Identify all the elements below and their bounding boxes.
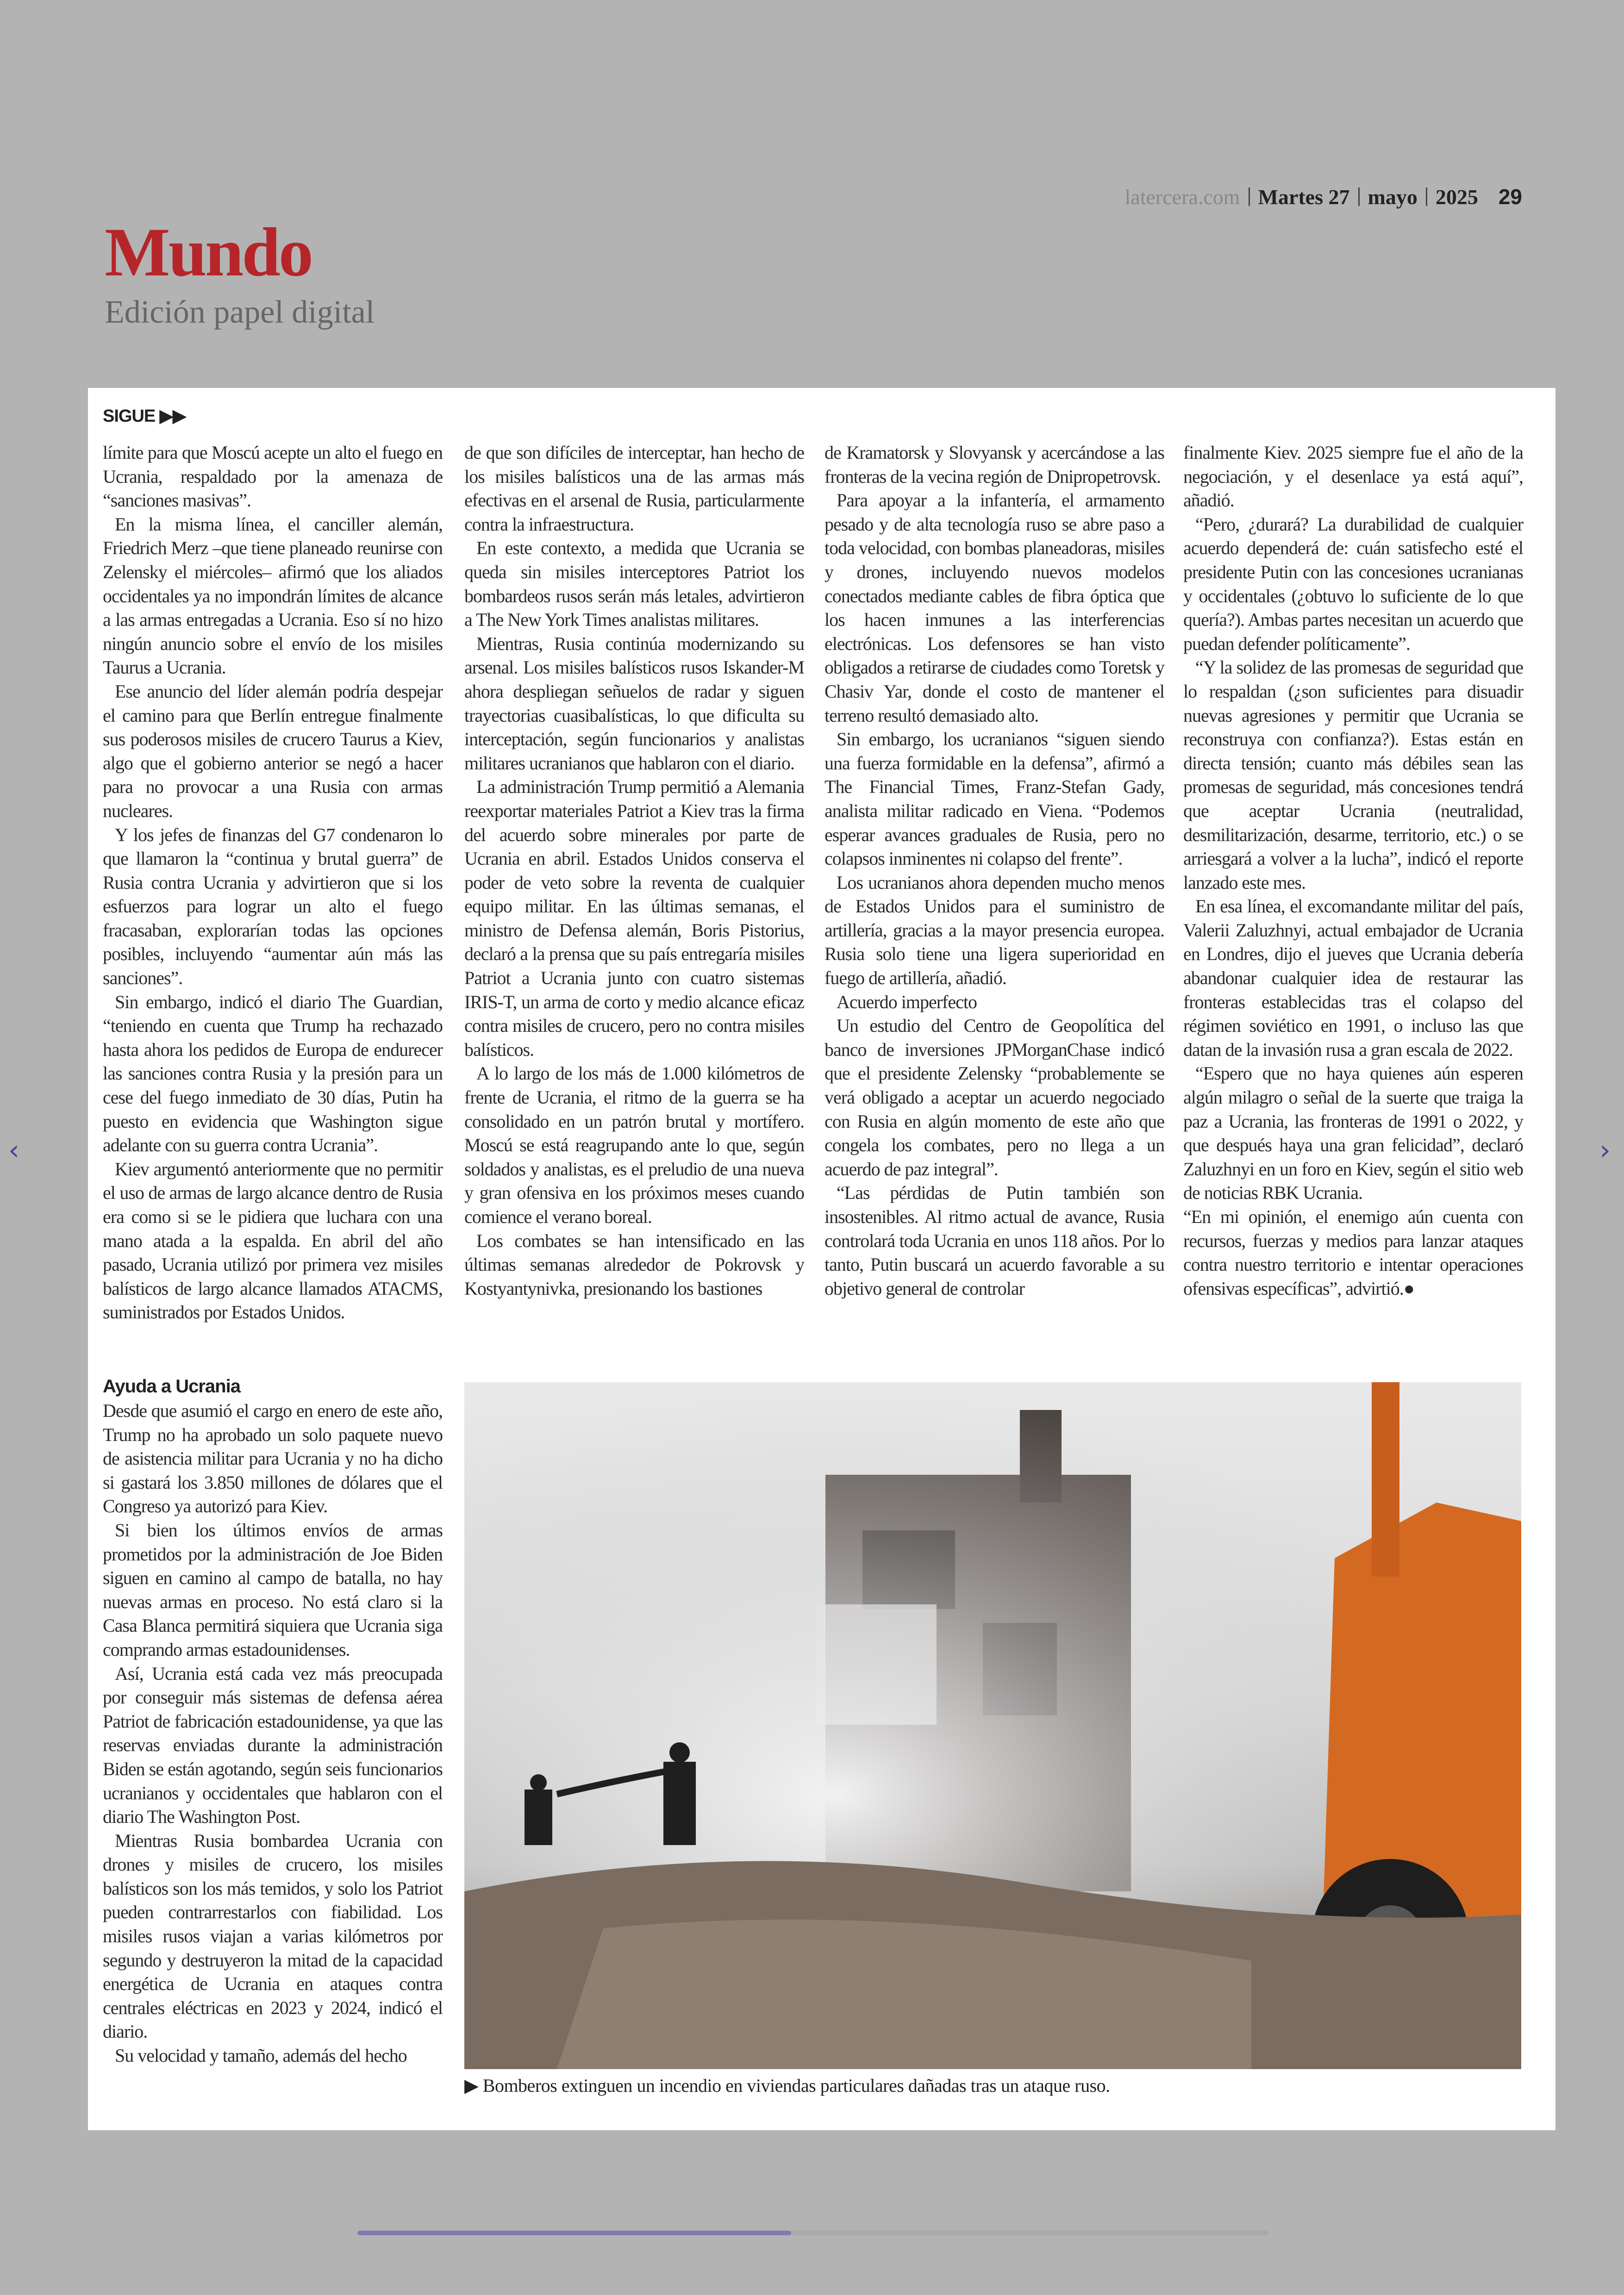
divider — [1358, 187, 1360, 206]
article-paragraph: Los combates se han intensificado en las últimas semanas alrededor de Pokrovsk y Kostyantynivka, presionando los bastiones — [464, 1230, 804, 1299]
article-paragraph: La administración Trump permitió a Alemania reexportar materiales Patriot a Kiev tras la firma del acuerdo sobre minerales por parte de Ucrania en abril. Estados Unidos conserva el poder de veto sobre la reventa de cualquier equipo militar. En las últimas semanas, el ministro de Defensa alemán, Boris Pistorius, declaró a la prensa que su país entregaría misiles Patriot a Ucrania junto con cuatro sistemas IRIS-T, un arma de corto y medio alcance eficaz contra misiles de crucero, pero no contra misiles balísticos. — [464, 776, 804, 1060]
site-name: latercera.com — [1124, 185, 1240, 209]
article-paragraph: Y los jefes de finanzas del G7 condenaron lo que llamaron la “continua y brutal guerra” de Rusia contra Ucrania y advirtieron que si los esfuerzos para lograr un alto el fuego fracasaban, explorarían todas las opciones posibles, incluyendo “aumentar aún más las sanciones”. — [103, 824, 443, 989]
article-paragraph: de que son difíciles de interceptar, han hecho de los misiles balísticos una de las armas más efectivas en el arsenal de Rusia, particularmente contra la infraestructura. — [464, 442, 804, 535]
article-paragraph: Para apoyar a la infantería, el armamento pesado y de alta tecnología ruso se abre paso a toda velocidad, con bombas planeadoras, misiles y drones, incluyendo nuevos modelos conectados mediante cables de fibra óptica que los hacen inmunes a las interferencias electrónicas. Los defensores se han visto obligados a retirarse de ciudades como Toretsk y Chasiv Yar, donde el costo de mantener el terreno resultó demasiado alto. — [824, 490, 1164, 726]
article-paragraph: A lo largo de los más de 1.000 kilómetros de frente de Ucrania, el ritmo de la guerra se ha consolidado en un patrón brutal y mortífero. Moscú se está reagrupando ante lo que, según soldados y analistas, es el preludio de una nueva y gran ofensiva en los próximos meses cuando comience el verano boreal. — [464, 1063, 804, 1227]
article-paragraph: Sin embargo, los ucranianos “siguen siendo una fuerza formidable en la defensa”, afirmó a The Financial Times, Franz-Stefan Gady, analista militar radicado en Viena. “Podemos esperar avances graduales de Rusia, pero no colapsos inminentes ni colapso del frente”. — [824, 729, 1164, 869]
article-column-1 — [103, 441, 443, 1324]
article-paragraph: En este contexto, a medida que Ucrania se queda sin misiles interceptores Patriot los bombardeos rusos serán más letales, advirtieron a The New York Times analistas militares. — [464, 537, 804, 630]
article-paragraph: Los ucranianos ahora dependen mucho menos de Estados Unidos para el suministro de artillería, gracias a la mayor presencia europea. Rusia solo tiene una ligera superioridad en fuego de artillería, añadió. — [824, 872, 1164, 989]
article-column-4 — [1183, 441, 1523, 1300]
divider — [1426, 187, 1427, 206]
date-month: mayo — [1368, 185, 1418, 209]
date-day: Martes 27 — [1258, 185, 1350, 209]
article-paragraph: “Las pérdidas de Putin también son insostenibles. Al ritmo actual de avance, Rusia controlará toda Ucrania en unos 118 años. Por lo tanto, Putin buscará un acuerdo favorable a su objetivo general de controlar — [824, 1182, 1164, 1299]
article-paragraph: finalmente Kiev. 2025 siempre fue el año de la negociación, y el desenlace ya está aquí”, añadió. — [1183, 442, 1523, 511]
article-paragraph: Sin embargo, indicó el diario The Guardian, “teniendo en cuenta que Trump ha rechazado hasta ahora los pedidos de Europa de endurecer las sanciones contra Rusia y la presión para un cese del fuego inmediato de 30 días, Putin ha puesto en evidencia que Washington sigue adelante con su guerra contra Ucrania”. — [103, 991, 443, 1156]
article-column-2 — [464, 441, 804, 1300]
article-paragraph: En la misma línea, el canciller alemán, Friedrich Merz –que tiene planeado reunirse con Zelensky el miércoles– afirmó que los aliados occidentales ya no impondrán límites de alcance a las armas entregadas a Ucrania. Eso sí no hizo ningún anuncio sobre el envío de los misiles Taurus a Ucrania. — [103, 513, 443, 678]
page-progress-fill — [357, 2231, 791, 2235]
chevron-left-icon[interactable]: ‹ — [8, 1134, 19, 1166]
article-paragraph: Desde que asumió el cargo en enero de este año, Trump no ha aprobado un solo paquete nuevo de asistencia militar para Ucrania y no ha dicho si gastará los 3.850 millones de dólares que el Congreso ya autorizó para Kiev. — [103, 1400, 443, 1517]
article-paragraph: Un estudio del Centro de Geopolítica del banco de inversiones JPMorganChase indicó que el presidente Zelensky “probablemente se verá obligado a aceptar un acuerdo negociado con Rusia en algún momento de este año que congela los combates, pero no llega a un acuerdo de paz integral”. — [824, 1015, 1164, 1179]
article-paragraph: límite para que Moscú acepte un alto el fuego en Ucrania, respaldado por la amenaza de “sanciones masivas”. — [103, 442, 443, 511]
page-header — [1125, 184, 1522, 209]
caption-marker-icon: ▶ — [464, 2075, 479, 2096]
chevron-right-icon[interactable]: › — [1599, 1134, 1611, 1166]
date-year: 2025 — [1435, 185, 1478, 209]
section-title: Mundo — [105, 214, 312, 291]
article-paragraph: Kiev argumentó anteriormente que no permitir el uso de armas de largo alcance dentro de Rusia era como si se le pidiera que luchara con una mano atada a la espalda. En abril del año pasado, Ucrania utilizó por primera vez misiles balísticos de largo alcance llamados ATACMS, suministrados por Estados Unidos. — [103, 1158, 443, 1323]
article-paragraph: Acuerdo imperfecto — [837, 991, 977, 1012]
sidebar-column — [103, 1374, 443, 2068]
article-paragraph: Mientras, Rusia continúa modernizando su arsenal. Los misiles balísticos rusos Iskander-M ahora despliegan señuelos de radar y siguen trayectorias cuasibalísticas, lo que dificulta su interceptación, según funcionarios y analistas militares ucranianos que hablaron con el diario. — [464, 633, 804, 773]
article-paragraph: de Kramatorsk y Slovyansk y acercándose a las fronteras de la vecina región de Dnipropetrovsk. — [824, 442, 1164, 487]
news-photo — [464, 1382, 1521, 2069]
article-paragraph: “Y la solidez de las promesas de seguridad que lo respaldan (¿son suficientes para disuadir nuevas agresiones y permitir que Ucrania se reconstruya con confianza?). Estas están en directa tensión; cuanto más débiles sean las promesas de seguridad, más concesiones tendrá que aceptar Ucrania (neutralidad, desmilitarización, desarme, territorio, etc.) o se arriesgará a volver a la lucha”, indicó el reporte lanzado este mes. — [1183, 657, 1523, 893]
section-subtitle: Edición papel digital — [105, 294, 375, 330]
article-paragraph: Si bien los últimos envíos de armas prometidos por la administración de Joe Biden siguen en camino al campo de batalla, no hay nuevas armas en proceso. No está claro si la Casa Blanca permitirá siquiera que Ucrania siga comprando armas estadounidenses. — [103, 1519, 443, 1660]
photo-caption — [464, 2075, 1110, 2096]
caption-text: Bomberos extinguen un incendio en viviendas particulares dañadas tras un ataque ruso. — [482, 2075, 1110, 2096]
article-paragraph: En esa línea, el excomandante militar del país, Valerii Zaluzhnyi, actual embajador de Ucrania en Londres, dijo el jueves que Ucrania debería abandonar cualquier idea de restaurar las fronteras establecidas tras el colapso del régimen soviético en 1991, o incluso las que datan de la invasión rusa a gran escala de 2022. — [1183, 896, 1523, 1060]
article-paragraph: Mientras Rusia bombardea Ucrania con drones y misiles de crucero, los misiles balísticos son los más temidos, y solo los Patriot pueden contrarrestarlos con fiabilidad. Los misiles rusos viajan a varias kilómetros por segundo y destruyeron la mitad de la capacidad energética de Ucrania en ataques contra centrales eléctricas en 2023 y 2024, indicó el diario. — [103, 1830, 443, 2042]
article-paragraph: “Pero, ¿durará? La durabilidad de cualquier acuerdo dependerá de: cuán satisfecho esté el presidente Putin con las concesiones ucranianas y occidentales (¿obtuvo lo suficiente de lo que quería?). Ambas partes necesitan un acuerdo que puedan defender políticamente”. — [1183, 513, 1523, 654]
article-paragraph: Ese anuncio del líder alemán podría despejar el camino para que Berlín entregue finalmente sus poderosos misiles de crucero Taurus a Kiev, algo que el gobierno anterior se negó a hacer para no provocar a una Rusia con armas nucleares. — [103, 680, 443, 821]
page-number: 29 — [1498, 185, 1522, 209]
divider — [1249, 187, 1250, 206]
sidebar-heading: Ayuda a Ucrania — [103, 1376, 240, 1397]
article-paragraph: Su velocidad y tamaño, además del hecho — [115, 2045, 407, 2066]
article-paragraph: “Espero que no haya quienes aún esperen algún milagro o señal de la suerte que traiga la paz a Ucrania, las fronteras de 1991 o 2022, y que después haya una gran felicidad”, declaró Zaluzhnyi en un foro en Kiev, según el sitio web de noticias RBK Ucrania. — [1183, 1063, 1523, 1204]
firefighters-photo-illustration — [464, 1382, 1521, 2069]
page-progress-scrollbar[interactable] — [357, 2231, 1268, 2235]
article-column-3 — [824, 441, 1164, 1300]
continued-label: SIGUE ▶▶ — [103, 406, 186, 426]
article-paragraph: Así, Ucrania está cada vez más preocupada por conseguir más sistemas de defensa aérea Patriot de fabricación estadounidense, ya que las reservas enviadas durante la administración Biden se están agotando, según seis funcionarios ucranianos y occidentales que hablaron con el diario The Washington Post. — [103, 1663, 443, 1827]
article-paragraph: “En mi opinión, el enemigo aún cuenta con recursos, fuerzas y medios para lanzar ataques contra nuestro territorio e intentar operaciones ofensivas específicas”, advirtió.● — [1183, 1206, 1523, 1299]
